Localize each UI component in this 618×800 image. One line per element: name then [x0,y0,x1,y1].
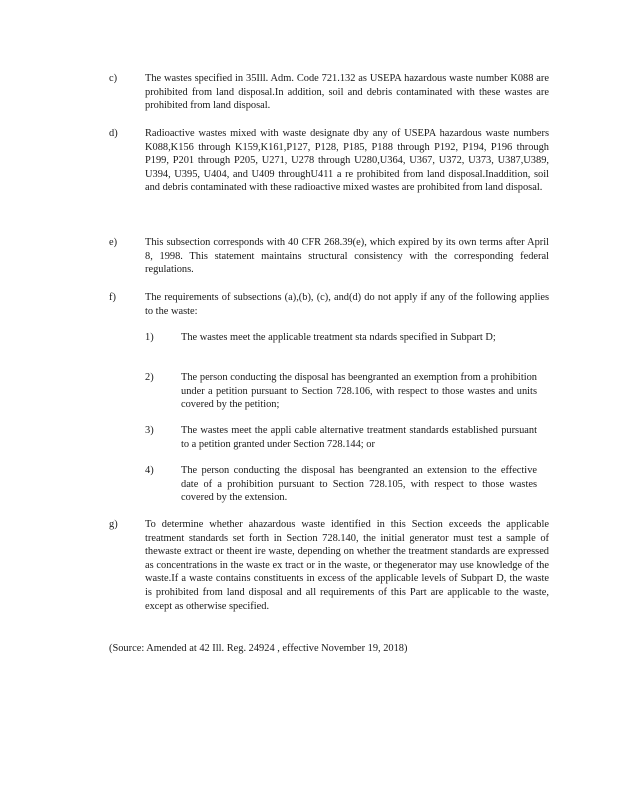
source-note: (Source: Amended at 42 Ill. Reg. 24924 , effective November 19, 2018) [109,643,408,654]
paragraph-text: Radioactive wastes mixed with waste designate dby any of USEPA hazardous waste numbers K088,K156 through K159,K161,P127, P128, P185, P188 through P192, P194, P196 through P199, P201 through P205, U271, U278 through U280,U364, U367, U372, U373, U387,U389, U394, U395, U404, and U409 throughU411 a re prohibited from land disposal.Inaddition, soil and debris contaminated with these radioactive mixed wastes are prohibited from land disposal. [145,128,549,194]
paragraph-label: f) [109,292,116,303]
subparagraph-label: 2) [145,372,154,383]
paragraph-label: d) [109,128,118,139]
subparagraph-text: The person conducting the disposal has beengranted an exemption from a prohibition under a petition pursuant to Section 728.106, with respect to those wastes and units covered by the petition; [181,372,537,411]
paragraph-label: c) [109,73,118,84]
subparagraph-text: The wastes meet the appli cable alternative treatment standards established pursuant to a petition granted under Section 728.144; or [181,425,537,450]
paragraph-label: g) [109,519,118,530]
subparagraph-label: 1) [145,332,154,343]
subparagraph-label: 3) [145,425,154,436]
subparagraph-label: 4) [145,465,154,476]
paragraph-label: e) [109,237,118,248]
paragraph-text: This subsection corresponds with 40 CFR 268.39(e), which expired by its own terms after April 8, 1998. This statement maintains structural consistency with the corresponding federal regulations. [145,237,549,276]
paragraph-text: The requirements of subsections (a),(b), (c), and(d) do not apply if any of the following applies to the waste: [145,292,549,317]
paragraph-text: To determine whether ahazardous waste identified in this Section exceeds the applicable treatment standards set forth in Section 728.140, the initial generator must test a sample of thewaste extract or theent ire waste, depending on whether the treatment standards are expressed as concentrations in the waste ex tract or in the waste, or thegenerator may use knowledge of the waste.If a waste contains constituents in excess of the applicable levels of Subpart D, the waste is prohibited from land disposal and all requirements of this Part are applicable to the waste, except as otherwise specified. [145,519,549,612]
subparagraph-text: The wastes meet the applicable treatment sta ndards specified in Subpart D; [181,332,496,343]
paragraph-text: The wastes specified in 35Ill. Adm. Code 721.132 as USEPA hazardous waste number K088 are prohibited from land disposal.In addition, soil and debris contaminated with these wastes are prohibited from land disposal. [145,73,549,112]
subparagraph-text: The person conducting the disposal has beengranted an extension to the effective date of a prohibition pursuant to Section 728.105, with respect to those wastes covered by the extension. [181,465,537,504]
